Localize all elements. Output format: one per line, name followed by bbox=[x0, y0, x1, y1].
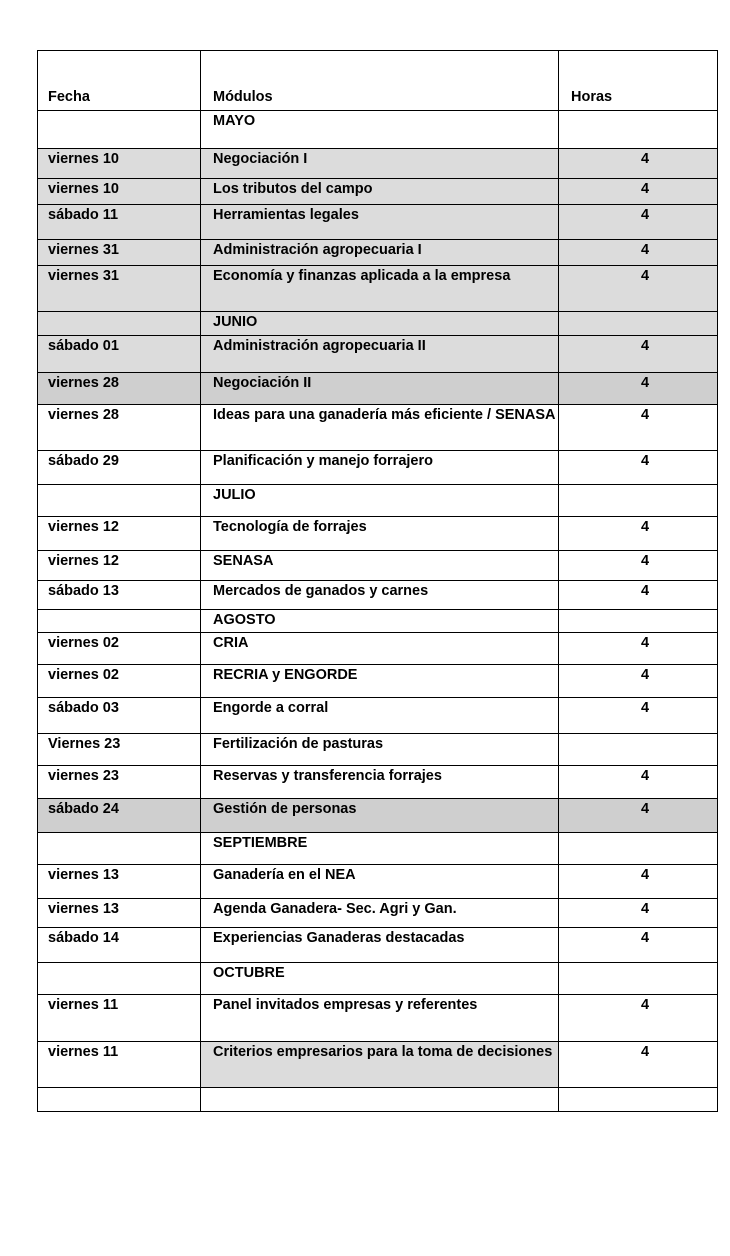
horas-cell: 4 bbox=[559, 373, 718, 405]
table-row bbox=[38, 551, 718, 581]
modulo-cell bbox=[201, 1088, 559, 1112]
modulo-cell: RECRIA y ENGORDE bbox=[201, 665, 559, 698]
table-row bbox=[38, 149, 718, 179]
table-row bbox=[38, 698, 718, 734]
fecha-cell bbox=[38, 1088, 201, 1112]
horas-cell: 4 bbox=[559, 995, 718, 1042]
fecha-cell: sábado 24 bbox=[38, 799, 201, 833]
table-row bbox=[38, 928, 718, 963]
modulo-cell: Engorde a corral bbox=[201, 698, 559, 734]
fecha-cell: viernes 31 bbox=[38, 266, 201, 312]
fecha-cell: Viernes 23 bbox=[38, 734, 201, 766]
fecha-cell bbox=[38, 485, 201, 517]
header-modulos: Módulos bbox=[201, 51, 559, 111]
table-row bbox=[38, 633, 718, 665]
month-label: JUNIO bbox=[201, 312, 559, 336]
modulo-cell: Panel invitados empresas y referentes bbox=[201, 995, 559, 1042]
horas-cell: 4 bbox=[559, 517, 718, 551]
horas-cell: 4 bbox=[559, 405, 718, 451]
fecha-cell: viernes 23 bbox=[38, 766, 201, 799]
month-row-octubre bbox=[38, 963, 718, 995]
table-row bbox=[38, 205, 718, 240]
fecha-cell: viernes 10 bbox=[38, 179, 201, 205]
header-row bbox=[38, 51, 718, 111]
month-row-mayo bbox=[38, 111, 718, 149]
horas-cell bbox=[559, 963, 718, 995]
modulo-cell: Negociación I bbox=[201, 149, 559, 179]
horas-cell: 4 bbox=[559, 766, 718, 799]
modulo-cell: Experiencias Ganaderas destacadas bbox=[201, 928, 559, 963]
header-fecha: Fecha bbox=[38, 51, 201, 111]
modulo-cell: Ganadería en el NEA bbox=[201, 865, 559, 899]
horas-cell bbox=[559, 312, 718, 336]
table-row bbox=[38, 451, 718, 485]
table-row bbox=[38, 1042, 718, 1088]
horas-cell: 4 bbox=[559, 865, 718, 899]
table-row bbox=[38, 865, 718, 899]
horas-cell bbox=[559, 610, 718, 633]
horas-cell: 4 bbox=[559, 149, 718, 179]
fecha-cell: sábado 11 bbox=[38, 205, 201, 240]
month-label: OCTUBRE bbox=[201, 963, 559, 995]
fecha-cell: viernes 02 bbox=[38, 665, 201, 698]
horas-cell: 4 bbox=[559, 633, 718, 665]
horas-cell: 4 bbox=[559, 581, 718, 610]
table-row bbox=[38, 995, 718, 1042]
month-label: AGOSTO bbox=[201, 610, 559, 633]
modulo-cell: Planificación y manejo forrajero bbox=[201, 451, 559, 485]
table-row bbox=[38, 405, 718, 451]
fecha-cell bbox=[38, 963, 201, 995]
fecha-cell: viernes 11 bbox=[38, 1042, 201, 1088]
month-label: MAYO bbox=[201, 111, 559, 149]
modulo-cell: Mercados de ganados y carnes bbox=[201, 581, 559, 610]
horas-cell bbox=[559, 111, 718, 149]
modulo-cell: Reservas y transferencia forrajes bbox=[201, 766, 559, 799]
horas-cell bbox=[559, 1088, 718, 1112]
table-row bbox=[38, 240, 718, 266]
fecha-cell bbox=[38, 111, 201, 149]
fecha-cell: viernes 28 bbox=[38, 373, 201, 405]
horas-cell bbox=[559, 833, 718, 865]
table-row bbox=[38, 766, 718, 799]
modulo-cell: Administración agropecuaria II bbox=[201, 336, 559, 373]
modulo-cell: Herramientas legales bbox=[201, 205, 559, 240]
fecha-cell: sábado 29 bbox=[38, 451, 201, 485]
fecha-cell bbox=[38, 833, 201, 865]
horas-cell: 4 bbox=[559, 698, 718, 734]
modulo-cell: Economía y finanzas aplicada a la empresa bbox=[201, 266, 559, 312]
horas-cell: 4 bbox=[559, 266, 718, 312]
fecha-cell: viernes 28 bbox=[38, 405, 201, 451]
modulo-cell: Gestión de personas bbox=[201, 799, 559, 833]
fecha-cell: viernes 12 bbox=[38, 517, 201, 551]
modulo-cell: Criterios empresarios para la toma de decisiones bbox=[201, 1042, 559, 1088]
horas-cell: 4 bbox=[559, 928, 718, 963]
horas-cell: 4 bbox=[559, 899, 718, 928]
horas-cell: 4 bbox=[559, 240, 718, 266]
horas-cell: 4 bbox=[559, 336, 718, 373]
horas-cell: 4 bbox=[559, 179, 718, 205]
schedule-table bbox=[37, 50, 718, 1112]
table-row bbox=[38, 899, 718, 928]
modulo-cell: SENASA bbox=[201, 551, 559, 581]
table-row bbox=[38, 799, 718, 833]
month-label: JULIO bbox=[201, 485, 559, 517]
month-label: SEPTIEMBRE bbox=[201, 833, 559, 865]
table-row bbox=[38, 1088, 718, 1112]
fecha-cell bbox=[38, 312, 201, 336]
fecha-cell: sábado 03 bbox=[38, 698, 201, 734]
table-row bbox=[38, 266, 718, 312]
horas-cell: 4 bbox=[559, 451, 718, 485]
month-row-agosto bbox=[38, 610, 718, 633]
fecha-cell: viernes 13 bbox=[38, 899, 201, 928]
table-row bbox=[38, 581, 718, 610]
table-row bbox=[38, 517, 718, 551]
modulo-cell: Ideas para una ganadería más eficiente / SENASA bbox=[201, 405, 559, 451]
fecha-cell: viernes 12 bbox=[38, 551, 201, 581]
table-row bbox=[38, 665, 718, 698]
modulo-cell: Fertilización de pasturas bbox=[201, 734, 559, 766]
horas-cell: 4 bbox=[559, 665, 718, 698]
fecha-cell: viernes 13 bbox=[38, 865, 201, 899]
horas-cell: 4 bbox=[559, 799, 718, 833]
month-row-junio bbox=[38, 312, 718, 336]
fecha-cell: sábado 14 bbox=[38, 928, 201, 963]
modulo-cell: Tecnología de forrajes bbox=[201, 517, 559, 551]
table-row bbox=[38, 734, 718, 766]
table-row bbox=[38, 179, 718, 205]
horas-cell: 4 bbox=[559, 205, 718, 240]
modulo-cell: CRIA bbox=[201, 633, 559, 665]
fecha-cell: sábado 01 bbox=[38, 336, 201, 373]
horas-cell bbox=[559, 734, 718, 766]
modulo-cell: Administración agropecuaria I bbox=[201, 240, 559, 266]
fecha-cell: viernes 11 bbox=[38, 995, 201, 1042]
month-row-julio bbox=[38, 485, 718, 517]
month-row-septiembre bbox=[38, 833, 718, 865]
modulo-cell: Agenda Ganadera- Sec. Agri y Gan. bbox=[201, 899, 559, 928]
modulo-cell: Los tributos del campo bbox=[201, 179, 559, 205]
horas-cell: 4 bbox=[559, 1042, 718, 1088]
horas-cell bbox=[559, 485, 718, 517]
table-row bbox=[38, 373, 718, 405]
header-horas: Horas bbox=[559, 51, 718, 111]
fecha-cell bbox=[38, 610, 201, 633]
modulo-cell: Negociación II bbox=[201, 373, 559, 405]
fecha-cell: viernes 31 bbox=[38, 240, 201, 266]
fecha-cell: sábado 13 bbox=[38, 581, 201, 610]
fecha-cell: viernes 10 bbox=[38, 149, 201, 179]
table-row bbox=[38, 336, 718, 373]
horas-cell: 4 bbox=[559, 551, 718, 581]
fecha-cell: viernes 02 bbox=[38, 633, 201, 665]
